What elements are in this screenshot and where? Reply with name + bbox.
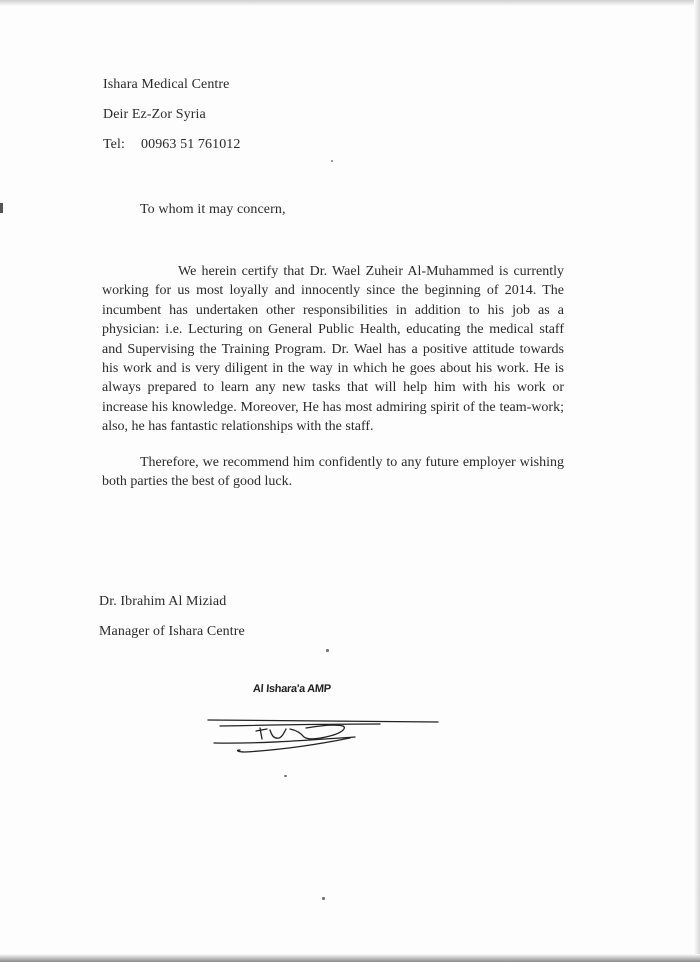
signatory-title: Manager of Ishara Centre bbox=[99, 624, 245, 639]
scan-speck bbox=[331, 160, 333, 162]
scan-edge-bottom bbox=[0, 954, 700, 962]
scan-speck bbox=[322, 897, 325, 900]
scan-speck bbox=[284, 775, 287, 777]
telephone-line bbox=[103, 137, 241, 153]
tel-label: Tel: bbox=[103, 137, 125, 152]
org-name: Ishara Medical Centre bbox=[103, 77, 230, 92]
scan-edge-mark bbox=[0, 203, 3, 213]
scan-edge-right bbox=[694, 0, 700, 962]
body-paragraph-2-text: Therefore, we recommend him confidently to any future employer wishing both parties the best of good luck. bbox=[102, 455, 564, 490]
signatory-name: Dr. Ibrahim Al Miziad bbox=[99, 594, 227, 609]
salutation: To whom it may concern, bbox=[140, 202, 286, 217]
body-paragraph-2 bbox=[102, 453, 564, 492]
scan-speck bbox=[326, 649, 329, 652]
org-location: Deir Ez-Zor Syria bbox=[103, 107, 206, 122]
scan-edge-top bbox=[0, 0, 700, 6]
body-paragraph-1-text: We herein certify that Dr. Wael Zuheir Al-Muhammed is currently working for us most loyally and innocently since the beginning of 2014. The incumbent has undertaken other responsibilities in addition to his job as a physician: i.e. Lecturing on General Public Health, educating the medical staff and Supervising the Training Program. Dr. Wael has a positive attitude towards his work and is very diligent in the way in which he goes about his work. He is always prepared to learn any new tasks that will help him with his work or increase his knowledge. Moreover, He has most admiring spirit of the team-work; also, he has fantastic relationships with the staff. bbox=[102, 264, 564, 435]
organization-stamp: Al Ishara'a AMP bbox=[252, 683, 332, 695]
body-paragraph-1 bbox=[102, 262, 564, 437]
tel-number: 00963 51 761012 bbox=[141, 137, 241, 152]
handwritten-signature bbox=[200, 706, 445, 766]
